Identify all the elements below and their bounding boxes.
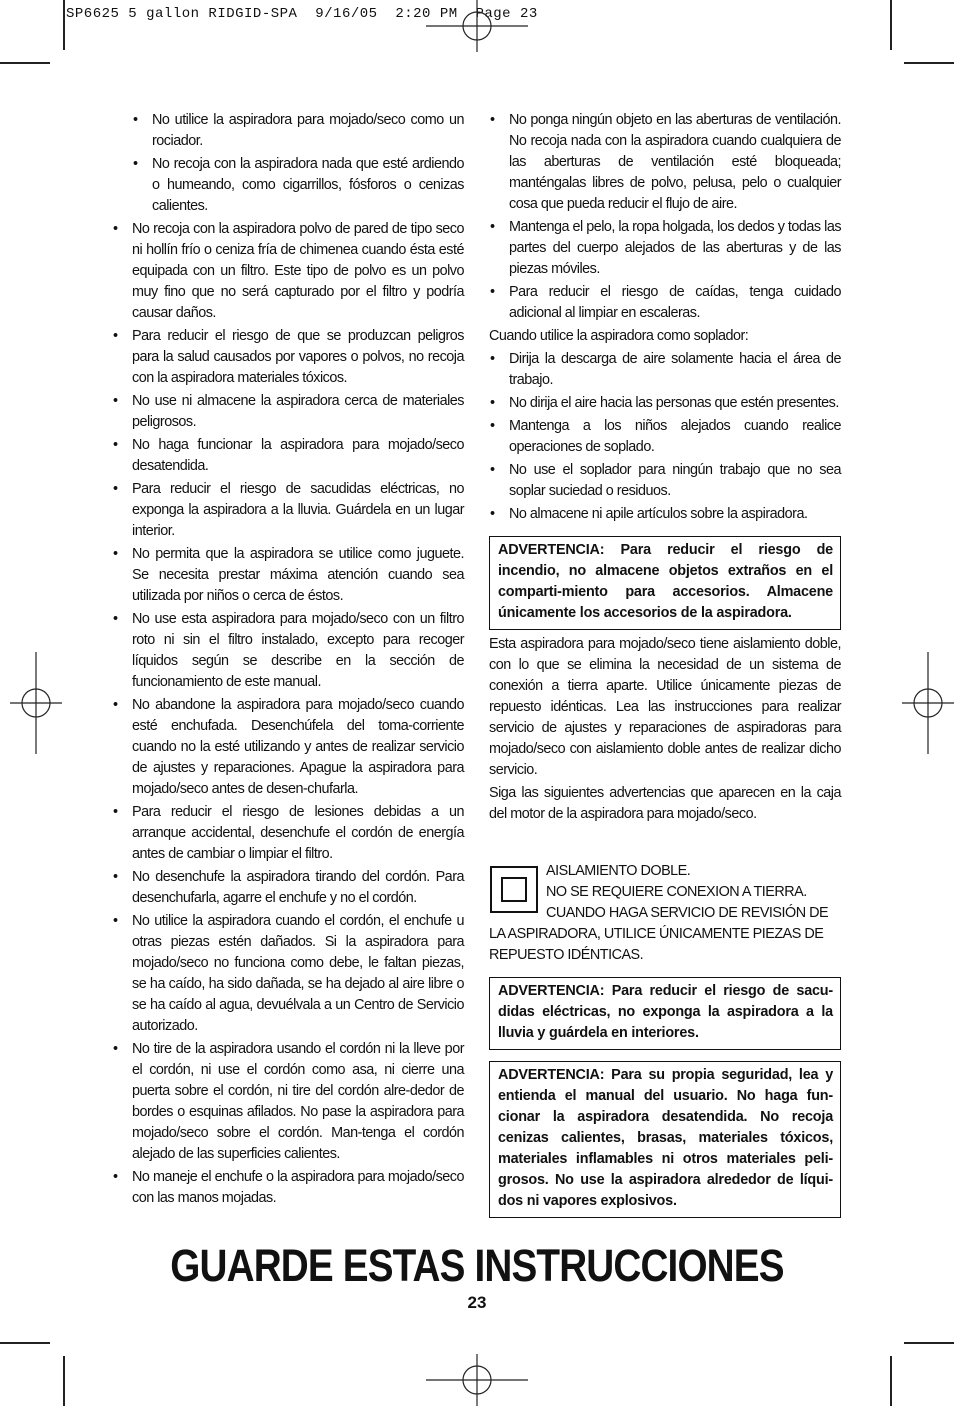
bullet-text: No tire de la aspiradora usando el cordón ni la lleve por el cordón, ni use el cordón como asa, ni cierre una puerta sobre el cordón, ni tire del cordón alre-dedor de bordes o esquinas afilados. No pase la aspiradora para mojado/seco sobre el cordón. Man-tenga el cordón alejado de las superficies calientes. (132, 1041, 464, 1162)
bullet-text: No use esta aspiradora para mojado/seco con un filtro roto ni sin el filtro instalado, excepto para recoger líquidos según se describe en la sección de funcionamiento de este manual. (132, 611, 464, 690)
bullet-icon: • (490, 284, 495, 300)
bullet-item (112, 110, 464, 152)
bullet-item (112, 326, 464, 389)
bullet-text: No recoja con la aspiradora nada que esté ardiendo o humeando, como cigarrillos, fósforos o cenizas calientes. (152, 156, 464, 214)
double-insulation-line: CUANDO HAGA SERVICIO DE REVISIÓN DE (546, 905, 829, 921)
bullet-item (112, 219, 464, 324)
bullet-icon: • (113, 328, 118, 344)
crop-mark-bottom-left-vertical (63, 1356, 65, 1406)
bullet-icon: • (113, 804, 118, 820)
follow-warnings-paragraph: Siga las siguientes advertencias que aparecen en la caja del motor de la aspiradora para mojado/seco. (489, 785, 841, 822)
bullet-text: No use el soplador para ningún trabajo que no sea soplar suciedad o residuos. (509, 462, 841, 499)
bullet-text: No utilice la aspiradora para mojado/seco como un rociador. (152, 112, 464, 149)
crop-mark-top-left-horizontal (0, 62, 50, 64)
bullet-text: Mantenga el pelo, la ropa holgada, los dedos y todas las partes del cuerpo alejados de las aberturas y de las piezas móviles. (509, 219, 842, 277)
bullet-text: No dirija el aire hacia las personas que estén presentes. (509, 395, 839, 411)
crop-mark-top-right-horizontal (904, 62, 954, 64)
bullet-item (112, 609, 464, 693)
bullet-item (112, 479, 464, 542)
registration-mark-top-icon (426, 0, 528, 52)
crop-mark-bottom-right-horizontal (904, 1342, 954, 1344)
bullet-icon: • (113, 869, 118, 885)
bullet-item (489, 393, 841, 414)
registration-mark-right-icon (902, 652, 954, 754)
bullet-text: No utilice la aspiradora cuando el cordón, el enchufe u otras piezas estén dañados. Si la aspiradora para mojado/seco no funciona como debe, le faltan piezas, se ha caído, ha sido dañada, se ha dejado al aire libre o se ha caído al agua, devuélvala a un Centro de Servicio autorizado. (132, 913, 464, 1034)
bullet-item (112, 802, 464, 865)
bullet-item (489, 416, 841, 458)
bullet-item (489, 504, 841, 525)
bullet-item (112, 867, 464, 909)
bullet-item (112, 911, 464, 1037)
bullet-icon: • (113, 437, 118, 453)
bullet-icon: • (113, 1169, 118, 1185)
bullet-icon: • (113, 393, 118, 409)
crop-mark-top-left-vertical (63, 0, 65, 50)
bullet-icon: • (490, 219, 495, 235)
bullet-text: Mantenga a los niños alejados cuando realice operaciones de soplado. (509, 418, 841, 455)
bullet-icon: • (490, 351, 495, 367)
left-column (112, 110, 464, 1211)
bullet-icon: • (133, 112, 138, 128)
bullet-item (112, 544, 464, 607)
bullet-text: No almacene ni apile artículos sobre la aspiradora. (509, 506, 808, 522)
bullet-text: No recoja con la aspiradora polvo de pared de tipo seco ni hollín frío o ceniza fría de chimenea cuando ésta esté equipada con un filtro. Este tipo de polvo es un polvo muy fino que no será capturado por el filtro y podría causar daños. (132, 221, 464, 321)
double-insulation-line: AISLAMIENTO DOBLE. (546, 863, 691, 879)
bullet-item (112, 435, 464, 477)
bullet-text: Para reducir el riesgo de lesiones debidas a un arranque accidental, desenchufe el cordón de energía antes de cambiar o limpiar el filtro. (132, 804, 464, 862)
bullet-icon: • (113, 611, 118, 627)
bullet-text: Para reducir el riesgo de que se produzcan peligros para la salud causados por vapores o polvos, no recoja con la aspiradora materiales tóxicos. (132, 328, 464, 386)
bullet-item (489, 110, 841, 215)
bullet-icon: • (490, 395, 495, 411)
crop-mark-top-right-vertical (890, 0, 892, 50)
bullet-text: Para reducir el riesgo de caídas, tenga cuidado adicional al limpiar en escaleras. (509, 284, 841, 321)
insulation-paragraph: Esta aspiradora para mojado/seco tiene aislamiento doble, con lo que se elimina la necesidad de un sistema de conexión a tierra aparte. Utilice únicamente piezas de repuesto idénticas. Lea las instrucciones para realizar servicio de ajustes y reparaciones de aspiradoras para mojado/seco con aislamiento doble antes de realizar dicho servicio. (489, 636, 841, 778)
bullet-icon: • (490, 418, 495, 434)
warning-box-shock: ADVERTENCIA: Para reducir el riesgo de sacu-didas eléctricas, no exponga la aspiradora a la lluvia y guárdela en interiores. (489, 977, 841, 1050)
bullet-item (112, 391, 464, 433)
print-slug: SP6625 5 gallon RIDGID-SPA 9/16/05 2:20 PM Page 23 (66, 6, 538, 22)
bullet-icon: • (490, 506, 495, 522)
double-insulation-square-icon (490, 866, 538, 913)
warning-box-safety: ADVERTENCIA: Para su propia seguridad, lea y entienda el manual del usuario. No haga fun-cionar la aspiradora desatendida. No recoja cenizas calientes, brasas, materiales tóxicos, materiales inflamables ni otros materiales peli-grosos. No use la aspiradora alrededor de líqui-dos ni vapores explosivos. (489, 1061, 841, 1218)
bullet-item (489, 460, 841, 502)
bullet-icon: • (113, 546, 118, 562)
double-insulation-notice (489, 861, 841, 966)
bullet-text: No maneje el enchufe o la aspiradora para mojado/seco con las manos mojadas. (132, 1169, 464, 1206)
bullet-icon: • (490, 462, 495, 478)
crop-mark-bottom-left-horizontal (0, 1342, 50, 1344)
bullet-text: Dirija la descarga de aire solamente hacia el área de trabajo. (509, 351, 841, 388)
bullet-item (489, 217, 841, 280)
bullet-icon: • (113, 913, 118, 929)
bullet-item (489, 282, 841, 324)
bullet-icon: • (113, 1041, 118, 1057)
bullet-icon: • (113, 221, 118, 237)
bullet-item (112, 1039, 464, 1165)
bullet-item (112, 695, 464, 800)
save-instructions-headline: GUARDE ESTAS INSTRUCCIONES (170, 1240, 784, 1291)
crop-mark-bottom-right-vertical (890, 1356, 892, 1406)
bullet-text: No desenchufe la aspiradora tirando del cordón. Para desenchufarla, agarre el enchufe y no el cordón. (132, 869, 464, 906)
blower-intro: Cuando utilice la aspiradora como soplador: (489, 328, 749, 344)
double-insulation-inner-square (501, 877, 527, 902)
bullet-icon: • (113, 697, 118, 713)
bullet-text: No permita que la aspiradora se utilice como juguete. Se necesita prestar máxima atención cuando sea utilizada por niños o cerca de éstos. (132, 546, 464, 604)
bullet-icon: • (113, 481, 118, 497)
bullet-item (112, 154, 464, 217)
bullet-text: No abandone la aspiradora para mojado/seco cuando esté enchufada. Desenchúfela del toma-corriente cuando no la esté utilizando y antes de realizar servicio de ajustes y reparaciones. Apague la aspiradora para mojado/seco antes de desen-chufarla. (132, 697, 464, 797)
right-column (489, 110, 841, 1218)
bullet-text: No haga funcionar la aspiradora para mojado/seco desatendida. (132, 437, 464, 474)
double-insulation-line: LA ASPIRADORA, UTILICE ÚNICAMENTE PIEZAS DE REPUESTO IDÉNTICAS. (489, 926, 824, 963)
bullet-icon: • (133, 156, 138, 172)
bullet-item (489, 349, 841, 391)
registration-mark-bottom-icon (426, 1354, 528, 1406)
bullet-text: No use ni almacene la aspiradora cerca de materiales peligrosos. (132, 393, 464, 430)
bullet-text: No ponga ningún objeto en las aberturas de ventilación. No recoja nada con la aspiradora cuando cualquiera de las aberturas de ventilación esté bloqueada; manténgalas libres de polvo, pelusa, pelo o cualquier cosa que pueda reducir el flujo de aire. (509, 112, 841, 212)
double-insulation-line: NO SE REQUIERE CONEXION A TIERRA. (546, 884, 807, 900)
registration-mark-left-icon (10, 652, 62, 754)
bullet-icon: • (490, 112, 495, 128)
warning-box-fire: ADVERTENCIA: Para reducir el riesgo de incendio, no almacene objetos extraños en el comparti-miento para accesorios. Almacene únicamente los accesorios de la aspiradora. (489, 536, 841, 630)
bullet-text: Para reducir el riesgo de sacudidas eléctricas, no exponga la aspiradora a la lluvia. Guárdela en un lugar interior. (132, 481, 464, 539)
bullet-item (112, 1167, 464, 1209)
page-number: 23 (467, 1293, 487, 1312)
